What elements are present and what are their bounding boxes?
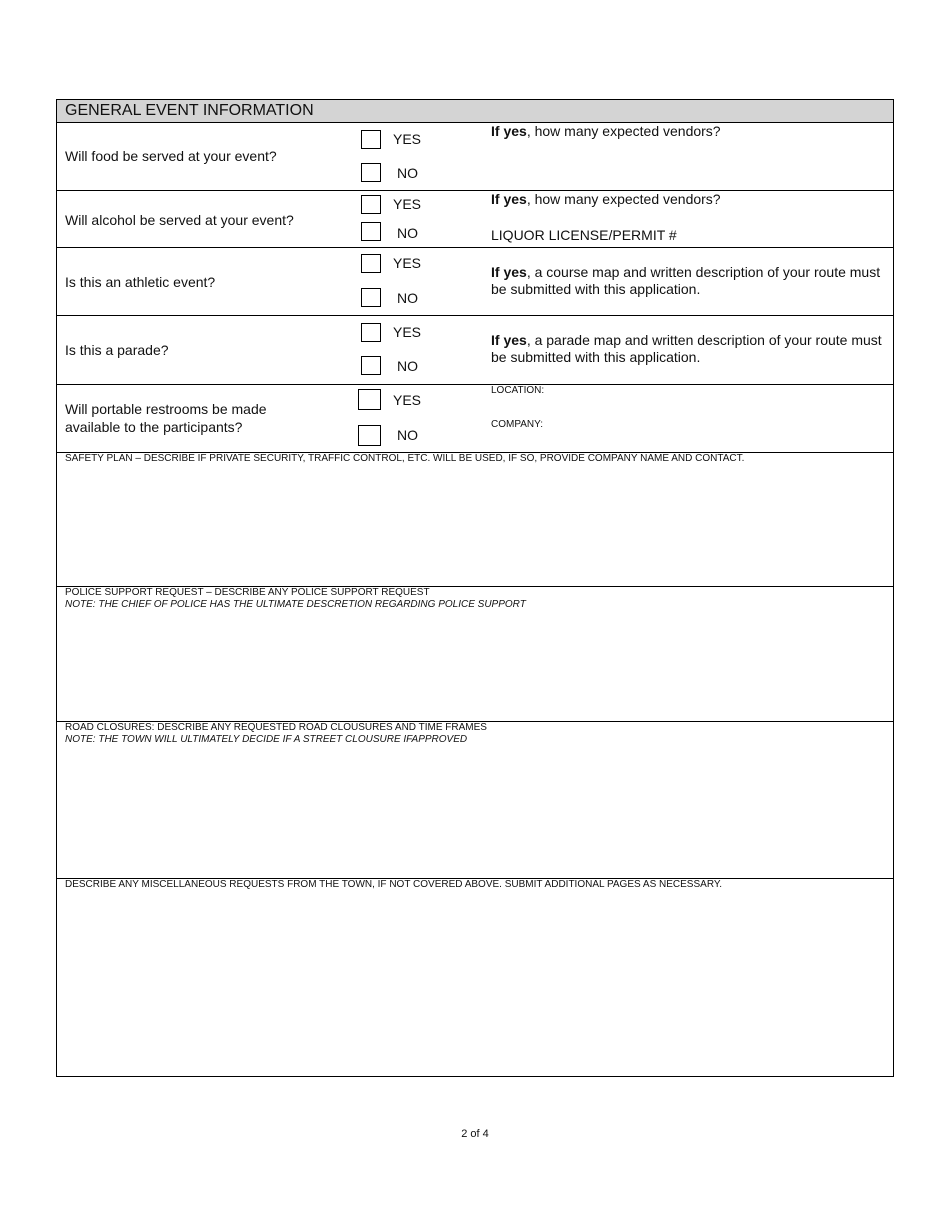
restrooms-no-checkbox[interactable]	[358, 425, 381, 446]
alcohol-no-checkbox[interactable]	[361, 222, 381, 241]
athletic-question: Is this an athletic event?	[65, 274, 216, 290]
athletic-route-note	[491, 264, 891, 298]
athletic-row	[57, 248, 893, 316]
food-yes-checkbox[interactable]	[361, 130, 381, 149]
parade-no-label: NO	[397, 358, 418, 374]
athletic-no-checkbox[interactable]	[361, 288, 381, 307]
event-info-form	[56, 99, 894, 1077]
restrooms-row	[57, 385, 893, 453]
alcohol-yes-label: YES	[393, 196, 422, 212]
alcohol-yes-checkbox[interactable]	[361, 195, 381, 214]
parade-no-checkbox[interactable]	[361, 356, 381, 375]
road-closures-note: NOTE: THE TOWN WILL ULTIMATELY DECIDE IF A STREET CLOUSURE IFAPPROVED	[65, 734, 468, 745]
athletic-if-yes: If yes	[491, 264, 527, 280]
alcohol-question: Will alcohol be served at your event?	[65, 212, 294, 228]
restrooms-question: Will portable restrooms be made available to the participants?	[65, 401, 267, 435]
restrooms-yes-checkbox[interactable]	[358, 389, 381, 410]
restrooms-no-label: NO	[397, 427, 418, 443]
parade-row	[57, 316, 893, 385]
road-closures-section[interactable]	[57, 722, 893, 879]
page-number: 2 of 4	[461, 1128, 489, 1140]
alcohol-if-yes: If yes	[491, 191, 527, 207]
parade-route-text: , a parade map and written description of your route must be submitted with this application.	[491, 332, 882, 365]
safety-plan-section[interactable]	[57, 453, 893, 587]
misc-requests-title: DESCRIBE ANY MISCELLANEOUS REQUESTS FROM THE TOWN, IF NOT COVERED ABOVE. SUBMIT ADDITIONAL PAGES AS NECESSARY.	[65, 879, 723, 890]
parade-route-note	[491, 332, 891, 366]
parade-question: Is this a parade?	[65, 342, 169, 358]
alcohol-row	[57, 191, 893, 248]
alcohol-vendors-prompt	[491, 191, 891, 208]
athletic-route-text: , a course map and written description of your route must be submitted with this application.	[491, 264, 881, 297]
misc-requests-section[interactable]	[57, 879, 893, 1076]
food-row	[57, 123, 893, 191]
road-closures-title: ROAD CLOSURES: DESCRIBE ANY REQUESTED ROAD CLOUSURES AND TIME FRAMES	[65, 722, 487, 733]
athletic-yes-checkbox[interactable]	[361, 254, 381, 273]
section-header	[57, 100, 893, 123]
athletic-yes-label: YES	[393, 255, 422, 271]
liquor-license-label: LIQUOR LICENSE/PERMIT #	[491, 227, 677, 243]
food-no-checkbox[interactable]	[361, 163, 381, 182]
food-no-label: NO	[397, 165, 418, 181]
alcohol-vendors-text: , how many expected vendors?	[526, 191, 721, 207]
company-label: COMPANY:	[491, 419, 544, 430]
section-title: GENERAL EVENT INFORMATION	[65, 102, 314, 119]
food-vendors-text: , how many expected vendors?	[526, 123, 721, 139]
alcohol-no-label: NO	[397, 225, 418, 241]
food-yes-label: YES	[393, 131, 422, 147]
safety-plan-title: SAFETY PLAN – DESCRIBE IF PRIVATE SECURITY, TRAFFIC CONTROL, ETC. WILL BE USED, IF SO, PROVIDE COMPANY NAME AND CONTACT.	[65, 453, 745, 464]
police-support-title: POLICE SUPPORT REQUEST – DESCRIBE ANY POLICE SUPPORT REQUEST	[65, 587, 430, 598]
police-support-note: NOTE: THE CHIEF OF POLICE HAS THE ULTIMATE DESCRETION REGARDING POLICE SUPPORT	[65, 599, 526, 610]
food-if-yes: If yes	[491, 123, 527, 139]
parade-if-yes: If yes	[491, 332, 527, 348]
restrooms-yes-label: YES	[393, 392, 422, 408]
food-question: Will food be served at your event?	[65, 148, 277, 164]
parade-yes-label: YES	[393, 324, 422, 340]
parade-yes-checkbox[interactable]	[361, 323, 381, 342]
location-label: LOCATION:	[491, 385, 545, 396]
athletic-no-label: NO	[397, 290, 418, 306]
food-vendors-prompt	[491, 123, 891, 140]
police-support-section[interactable]	[57, 587, 893, 722]
